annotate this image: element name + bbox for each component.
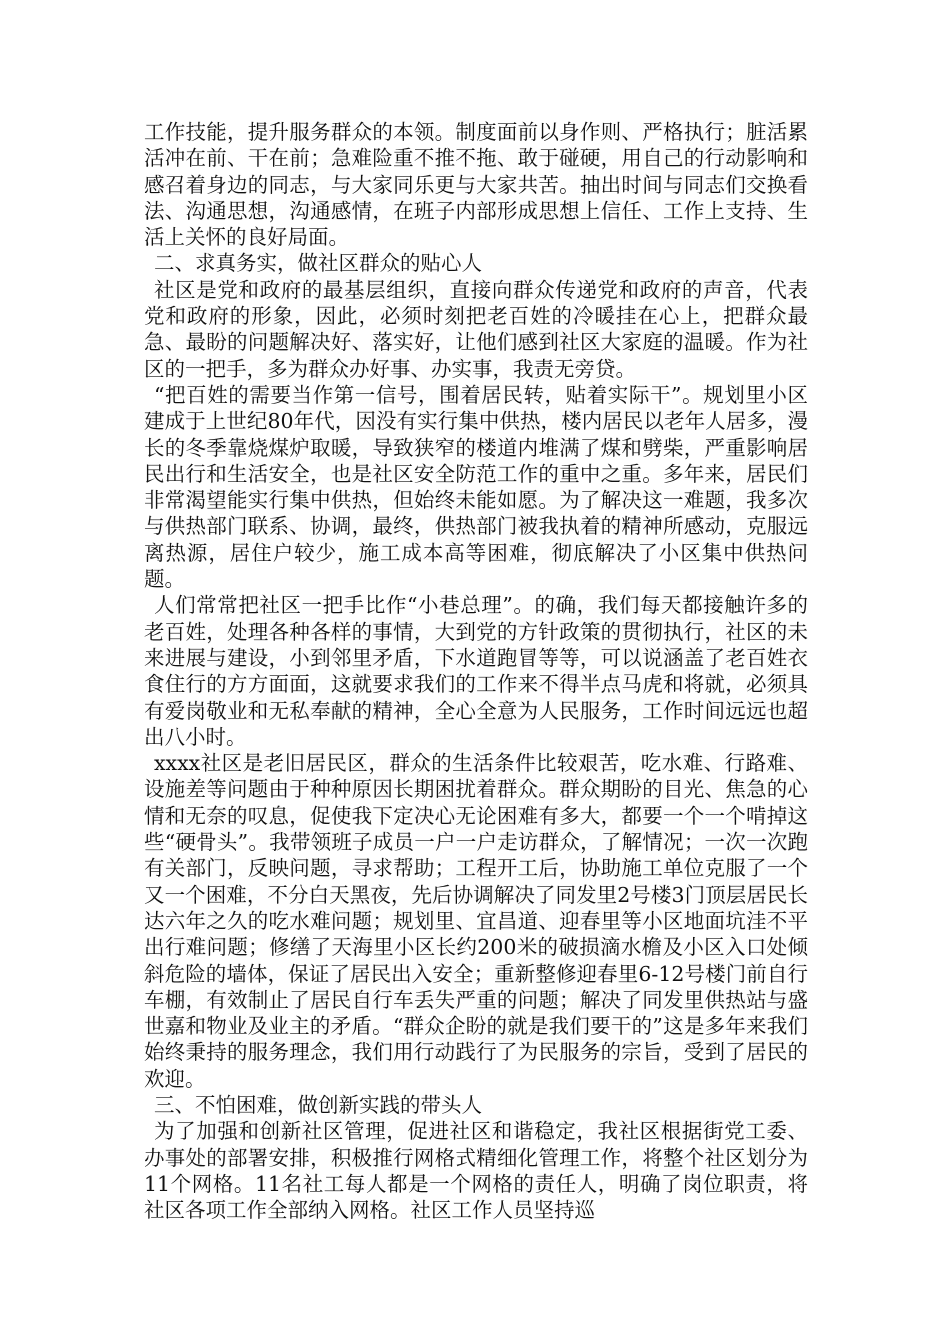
paragraph-community-role: 社区是党和政府的最基层组织，直接向群众传递党和政府的声音，代表党和政府的形象，因此，必须时刻把老百姓的冷暖挂在心上，把群众最急、最盼的问题解决好、落实好，让他们感到社区大家庭的温暖。作为社区的一把手，多为群众办好事、办实事，我责无旁贷。 [144,277,808,381]
section-heading-3: 三、不怕困难，做创新实践的带头人 [154,1092,482,1117]
paragraph-grid-management: 为了加强和创新社区管理，促进社区和谐稳定，我社区根据街党工委、办事处的部署安排，积极推行网格式精细化管理工作，将整个社区划分为11个网格。11名社工每人都是一个网格的责任人，明确了岗位职责，将社区各项工作全部纳入网格。社区工作人员坚持巡 [144,1119,808,1223]
paragraph-intro: 工作技能，提升服务群众的本领。制度面前以身作则、严格执行；脏活累活冲在前、干在前；急难险重不推不拖、敢于碰硬，用自己的行动影响和感召着身边的同志，与大家同乐更与大家共苦。抽出时间与同志们交换看法、沟通思想，沟通感情，在班子内部形成思想上信任、工作上支持、生活上关怀的良好局面。 [144,120,808,250]
paragraph-old-residential: xxxx社区是老旧居民区，群众的生活条件比较艰苦，吃水难、行路难、设施差等问题由于种种原因长期困扰着群众。群众期盼的目光、焦急的心情和无奈的叹息，促使我下定决心无论困难有多大，都要一个一个啃掉这些“硬骨头”。我带领班子成员一户一户走访群众，了解情况；一次一次跑有关部门，反映问题，寻求帮助；工程开工后，协助施工单位克服了一个又一个困难，不分白天黑夜，先后协调解决了同发里2号楼3门顶层居民长达六年之久的吃水难问题；规划里、宜昌道、迎春里等小区地面坑洼不平出行难问题；修缮了天海里小区长约200米的破损滴水檐及小区入口处倾斜危险的墙体，保证了居民出入安全；重新整修迎春里6-12号楼门前自行车棚，有效制止了居民自行车丢失严重的问题；解决了同发里供热站与盛世嘉和物业及业主的矛盾。“群众企盼的就是我们要干的”这是多年来我们始终秉持的服务理念，我们用行动践行了为民服务的宗旨，受到了居民的欢迎。 [144,751,808,1091]
paragraph-heating: “把百姓的需要当作第一信号，围着居民转，贴着实际干”。规划里小区建成于上世纪80年代，因没有实行集中供热，楼内居民以老年人居多，漫长的冬季靠烧煤炉取暖，导致狭窄的楼道内堆满了煤和劈柴，严重影响居民出行和生活安全，也是社区安全防范工作的重中之重。多年来，居民们非常渴望能实行集中供热，但始终未能如愿。为了解决这一难题，我多次与供热部门联系、协调，最终，供热部门被我执着的精神所感动，克服远离热源，居住户较少，施工成本高等困难，彻底解决了小区集中供热问题。 [144,382,808,592]
document-body [144,119,808,1223]
section-heading-2: 二、求真务实，做社区群众的贴心人 [154,251,482,276]
paragraph-alley-premier: 人们常常把社区一把手比作“小巷总理”。的确，我们每天都接触许多的老百姓，处理各种各样的事情，大到党的方针政策的贯彻执行，社区的未来进展与建设，小到邻里矛盾，下水道跑冒等等，可以说涵盖了老百姓衣食住行的方方面面，这就要求我们的工作来不得半点马虎和将就，必须具有爱岗敬业和无私奉献的精神，全心全意为人民服务，工作时间远远也超出八小时。 [144,593,808,749]
